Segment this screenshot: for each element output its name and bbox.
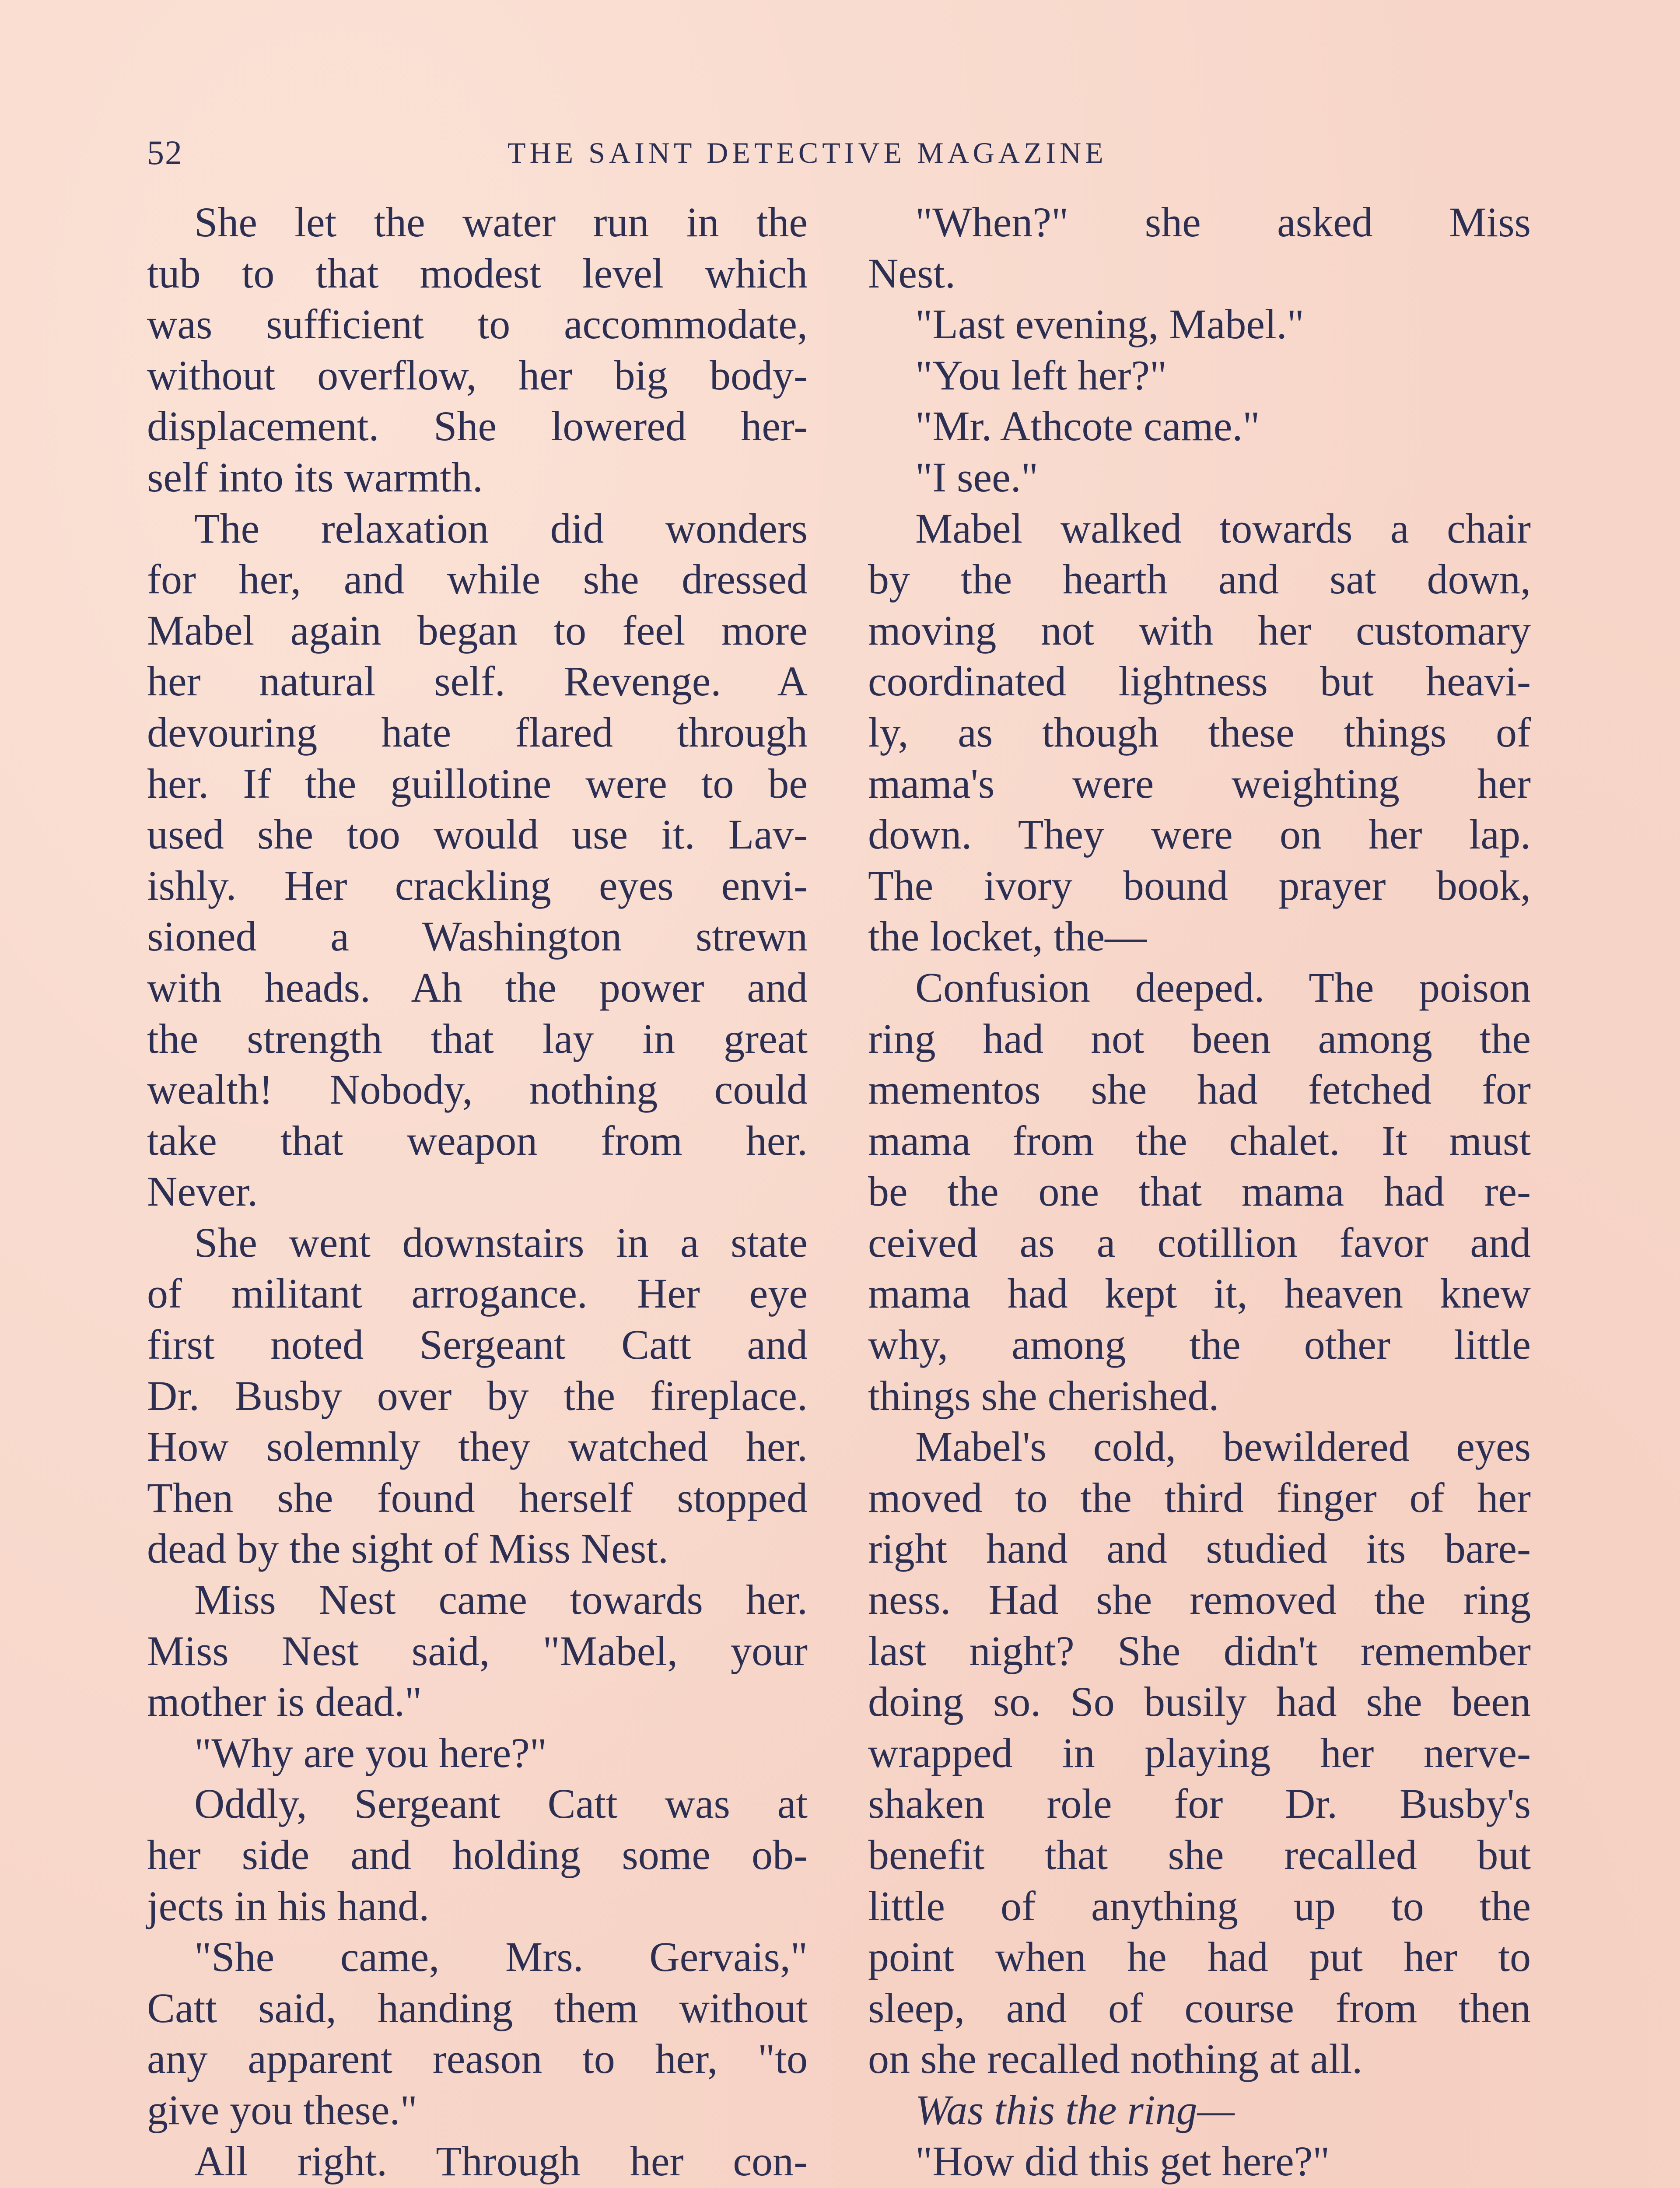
right-text-column — [868, 197, 1531, 2188]
text-line: Mabel's cold, bewildered eyes — [915, 1423, 1531, 1470]
text-line: with heads. Ah the power and — [147, 964, 808, 1011]
text-line: She let the water run in the — [194, 199, 808, 245]
text-line: be the one that mama had re- — [868, 1168, 1531, 1215]
page-number: 52 — [147, 133, 183, 172]
text-line: sleep, and of course from then — [868, 1984, 1531, 2031]
text-line: little of anything up to the — [868, 1882, 1531, 1929]
text-line: dead by the sight of Miss Nest. — [147, 1525, 668, 1572]
text-line: give you these." — [147, 2086, 417, 2133]
text-line: the locket, the— — [868, 913, 1147, 960]
text-line: right hand and studied its bare- — [868, 1525, 1531, 1572]
text-line: without overflow, her big body- — [147, 351, 808, 399]
text-line: mementos she had fetched for — [868, 1066, 1531, 1113]
text-line: The relaxation did wonders — [194, 505, 808, 552]
text-line: last night? She didn't remember — [868, 1627, 1531, 1674]
left-text-column — [147, 197, 808, 2188]
text-line: take that weapon from her. — [147, 1117, 808, 1164]
text-line: by the hearth and sat down, — [868, 556, 1531, 603]
text-line: was sufficient to accommodate, — [147, 301, 808, 348]
text-line: Catt said, handing them without — [147, 1984, 808, 2031]
text-line: coordinated lightness but heavi- — [868, 658, 1531, 705]
text-line: Confusion deeped. The poison — [915, 964, 1531, 1011]
text-line: displacement. She lowered her- — [147, 403, 808, 450]
text-line: for her, and while she dressed — [147, 556, 808, 603]
text-line: tub to that modest level which — [147, 249, 808, 297]
text-line: ring had not been among the — [868, 1015, 1531, 1062]
text-line: Then she found herself stopped — [147, 1474, 808, 1521]
text-line: ceived as a cotillion favor and — [868, 1219, 1531, 1266]
text-line: "Last evening, Mabel." — [915, 301, 1304, 348]
text-line: mama's were weighting her — [868, 760, 1531, 807]
text-line: "When?" she asked Miss — [915, 199, 1531, 245]
text-line: doing so. So busily had she been — [868, 1678, 1531, 1725]
text-line: sioned a Washington strewn — [147, 913, 808, 960]
text-line: of militant arrogance. Her eye — [147, 1270, 808, 1317]
text-line: mother is dead." — [147, 1678, 422, 1725]
text-line: wealth! Nobody, nothing could — [147, 1066, 808, 1113]
text-line: first noted Sergeant Catt and — [147, 1321, 808, 1368]
text-line: "How did this get here?" — [915, 2137, 1330, 2184]
text-line: the strength that lay in great — [147, 1015, 808, 1062]
text-line: wrapped in playing her nerve- — [868, 1729, 1531, 1776]
text-line: Nest. — [868, 249, 956, 297]
text-line: Dr. Busby over by the fireplace. — [147, 1372, 808, 1419]
text-line: things she cherished. — [868, 1372, 1219, 1419]
text-line: mama had kept it, heaven knew — [868, 1270, 1531, 1317]
text-line: her. If the guillotine were to be — [147, 760, 808, 807]
text-line: Mabel again began to feel more — [147, 607, 808, 654]
text-line: "Mr. Athcote came." — [915, 403, 1260, 450]
text-line: Never. — [147, 1168, 258, 1215]
text-line: mama from the chalet. It must — [868, 1117, 1531, 1164]
text-line: Miss Nest came towards her. — [194, 1576, 808, 1623]
text-line: ishly. Her crackling eyes envi- — [147, 862, 808, 909]
text-line: The ivory bound prayer book, — [868, 862, 1531, 909]
text-line: benefit that she recalled but — [868, 1831, 1531, 1878]
text-line: her natural self. Revenge. A — [147, 658, 808, 705]
text-line: "I see." — [915, 453, 1038, 501]
text-line: shaken role for Dr. Busby's — [868, 1780, 1531, 1827]
text-line: self into its warmth. — [147, 453, 483, 501]
text-line: Miss Nest said, "Mabel, your — [147, 1627, 808, 1674]
text-line: any apparent reason to her, "to — [147, 2035, 808, 2083]
text-line: down. They were on her lap. — [868, 811, 1531, 858]
running-head: THE SAINT DETECTIVE MAGAZINE — [508, 136, 1107, 169]
text-line: point when he had put her to — [868, 1933, 1531, 1981]
text-line: why, among the other little — [868, 1321, 1531, 1368]
text-line: used she too would use it. Lav- — [147, 811, 808, 858]
text-line: on she recalled nothing at all. — [868, 2035, 1363, 2083]
text-line: "You left her?" — [915, 351, 1167, 399]
text-line: "Why are you here?" — [194, 1729, 547, 1776]
text-line: "She came, Mrs. Gervais," — [194, 1933, 808, 1981]
text-line: devouring hate flared through — [147, 708, 808, 756]
text-line: her side and holding some ob- — [147, 1831, 808, 1878]
text-line: ness. Had she removed the ring — [868, 1576, 1531, 1623]
text-line: How solemnly they watched her. — [147, 1423, 808, 1470]
text-line: moving not with her customary — [868, 607, 1531, 654]
text-line: She went downstairs in a state — [194, 1219, 808, 1266]
text-line: Mabel walked towards a chair — [915, 505, 1531, 552]
text-line: All right. Through her con- — [194, 2137, 808, 2184]
text-line: Oddly, Sergeant Catt was at — [194, 1780, 808, 1827]
text-line: Was this the ring— — [915, 2086, 1235, 2133]
text-line: ly, as though these things of — [868, 708, 1531, 756]
text-line: moved to the third finger of her — [868, 1474, 1531, 1521]
text-line: jects in his hand. — [147, 1882, 430, 1929]
